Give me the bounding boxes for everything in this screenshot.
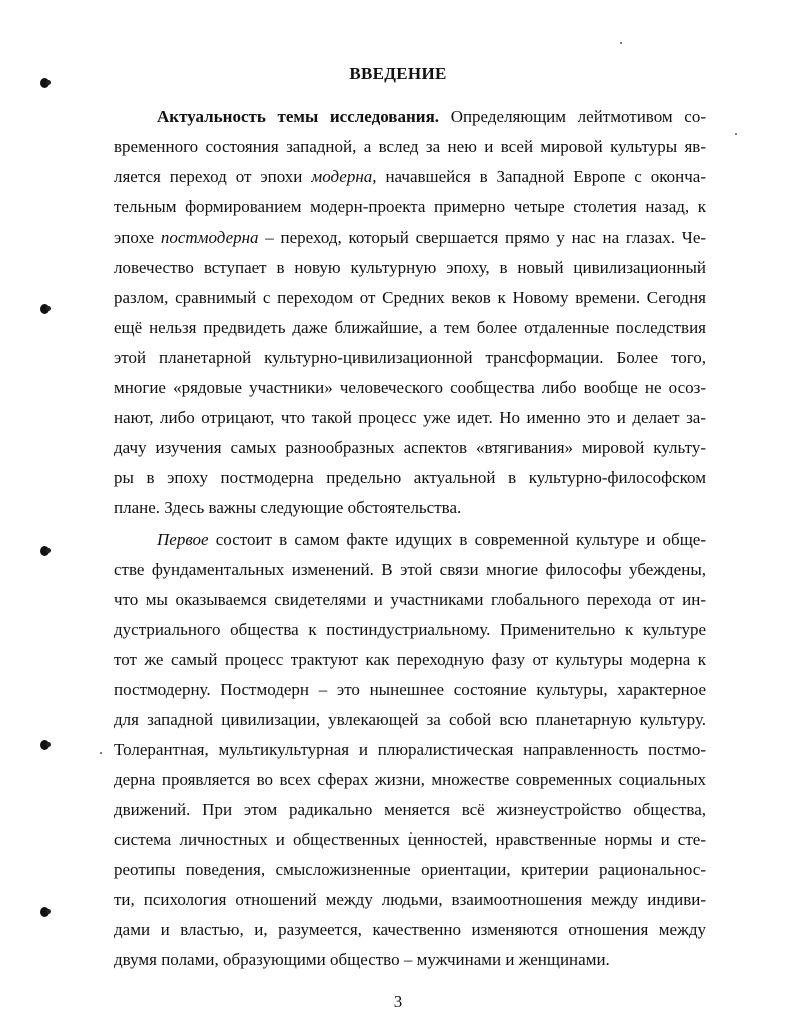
text-segment: Определяющим лейтмотивом со-: [450, 107, 707, 126]
scan-speck: [620, 42, 622, 44]
text-line: тот же самый процесс трактуют как переходную фазу от культуры модерна к: [114, 650, 706, 669]
text-segment: начавшейся в Западной Европе с оконча-: [385, 167, 707, 186]
scan-speck: [735, 133, 737, 135]
italic-term: Первое: [157, 530, 209, 549]
text-line: нают, либо отрицают, что такой процесс уже идет. Но именно это и делает за-: [114, 408, 706, 427]
text-line: Толерантная, мультикультурная и плюралистическая направленность постмо-: [114, 740, 706, 759]
text-line: дерна проявляется во всех сферах жизни, множестве современных социальных: [114, 770, 706, 789]
text-line: постмодерну. Постмодерн – это нынешнее состояние культуры, характерное: [114, 680, 706, 699]
text-line: [157, 107, 706, 127]
page-title: ВВЕДЕНИЕ: [349, 64, 447, 83]
text-line: для западной цивилизации, увлекающей за собой всю планетарную культуру.: [114, 710, 706, 729]
page-number: 3: [393, 992, 403, 1011]
binder-hole-mark: [40, 740, 49, 750]
text-line: стве фундаментальных изменений. В этой связи многие философы убеждены,: [114, 560, 706, 579]
binder-hole-mark: [40, 304, 49, 314]
text-line: временного состояния западной, а вслед за нею и всей мировой культуры яв-: [114, 137, 706, 156]
text-line: ти, психология отношений между людьми, взаимоотношения между индиви-: [114, 890, 706, 909]
text-line: система личностных и общественных ценностей, нравственные нормы и сте-: [114, 830, 706, 849]
text-line: дами и властью, и, разумеется, качественно изменяются отношения между: [114, 920, 706, 939]
text-line: [114, 167, 706, 187]
text-line: движений. При этом радикально меняется всё жизнеустройство общества,: [114, 800, 706, 819]
binder-hole-mark: [40, 546, 49, 556]
italic-term: постмодерна: [160, 228, 259, 247]
text-line: двумя полами, образующими общество – мужчинами и женщинами.: [114, 950, 610, 969]
text-line: [157, 530, 706, 550]
scan-speck: [100, 752, 102, 754]
text-line: этой планетарной культурно-цивилизационной трансформации. Более того,: [114, 348, 706, 367]
text-line: плане. Здесь важны следующие обстоятельства.: [114, 498, 462, 517]
text-line: тельным формированием модерн-проекта примерно четыре столетия назад, к: [114, 197, 706, 216]
text-line: что мы оказываемся свидетелями и участниками глобального перехода от ин-: [114, 590, 706, 609]
section-heading: Актуальность темы исследования.: [157, 107, 440, 126]
text-segment: эпохе: [114, 228, 155, 247]
text-segment: состоит в самом факте идущих в современной культуре и обще-: [215, 530, 706, 549]
text-segment: – переход, который свершается прямо у нас на глазах. Че-: [265, 228, 707, 247]
text-line: ры в эпоху постмодерна предельно актуальной в культурно-философском: [114, 468, 706, 487]
text-line: дачу изучения самых разнообразных аспектов «втягивания» мировой культу-: [114, 438, 706, 457]
text-line: дустриального общества к постиндустриальному. Применительно к культуре: [114, 620, 706, 639]
text-line: ещё нельзя предвидеть даже ближайшие, а тем более отдаленные последствия: [114, 318, 706, 337]
text-line: ловечество вступает в новую культурную эпоху, в новый цивилизационный: [114, 258, 706, 277]
text-line: [114, 228, 706, 248]
text-line: реотипы поведения, смысложизненные ориентации, критерии рациональнос-: [114, 860, 706, 879]
binder-hole-mark: [40, 907, 49, 917]
text-line: разлом, сравнимый с переходом от Средних веков к Новому времени. Сегодня: [114, 288, 706, 307]
text-line: многие «рядовые участники» человеческого сообщества либо вообще не осоз-: [114, 378, 706, 397]
italic-term: модерна,: [311, 167, 377, 186]
text-segment: ляется переход от эпохи: [114, 167, 303, 186]
